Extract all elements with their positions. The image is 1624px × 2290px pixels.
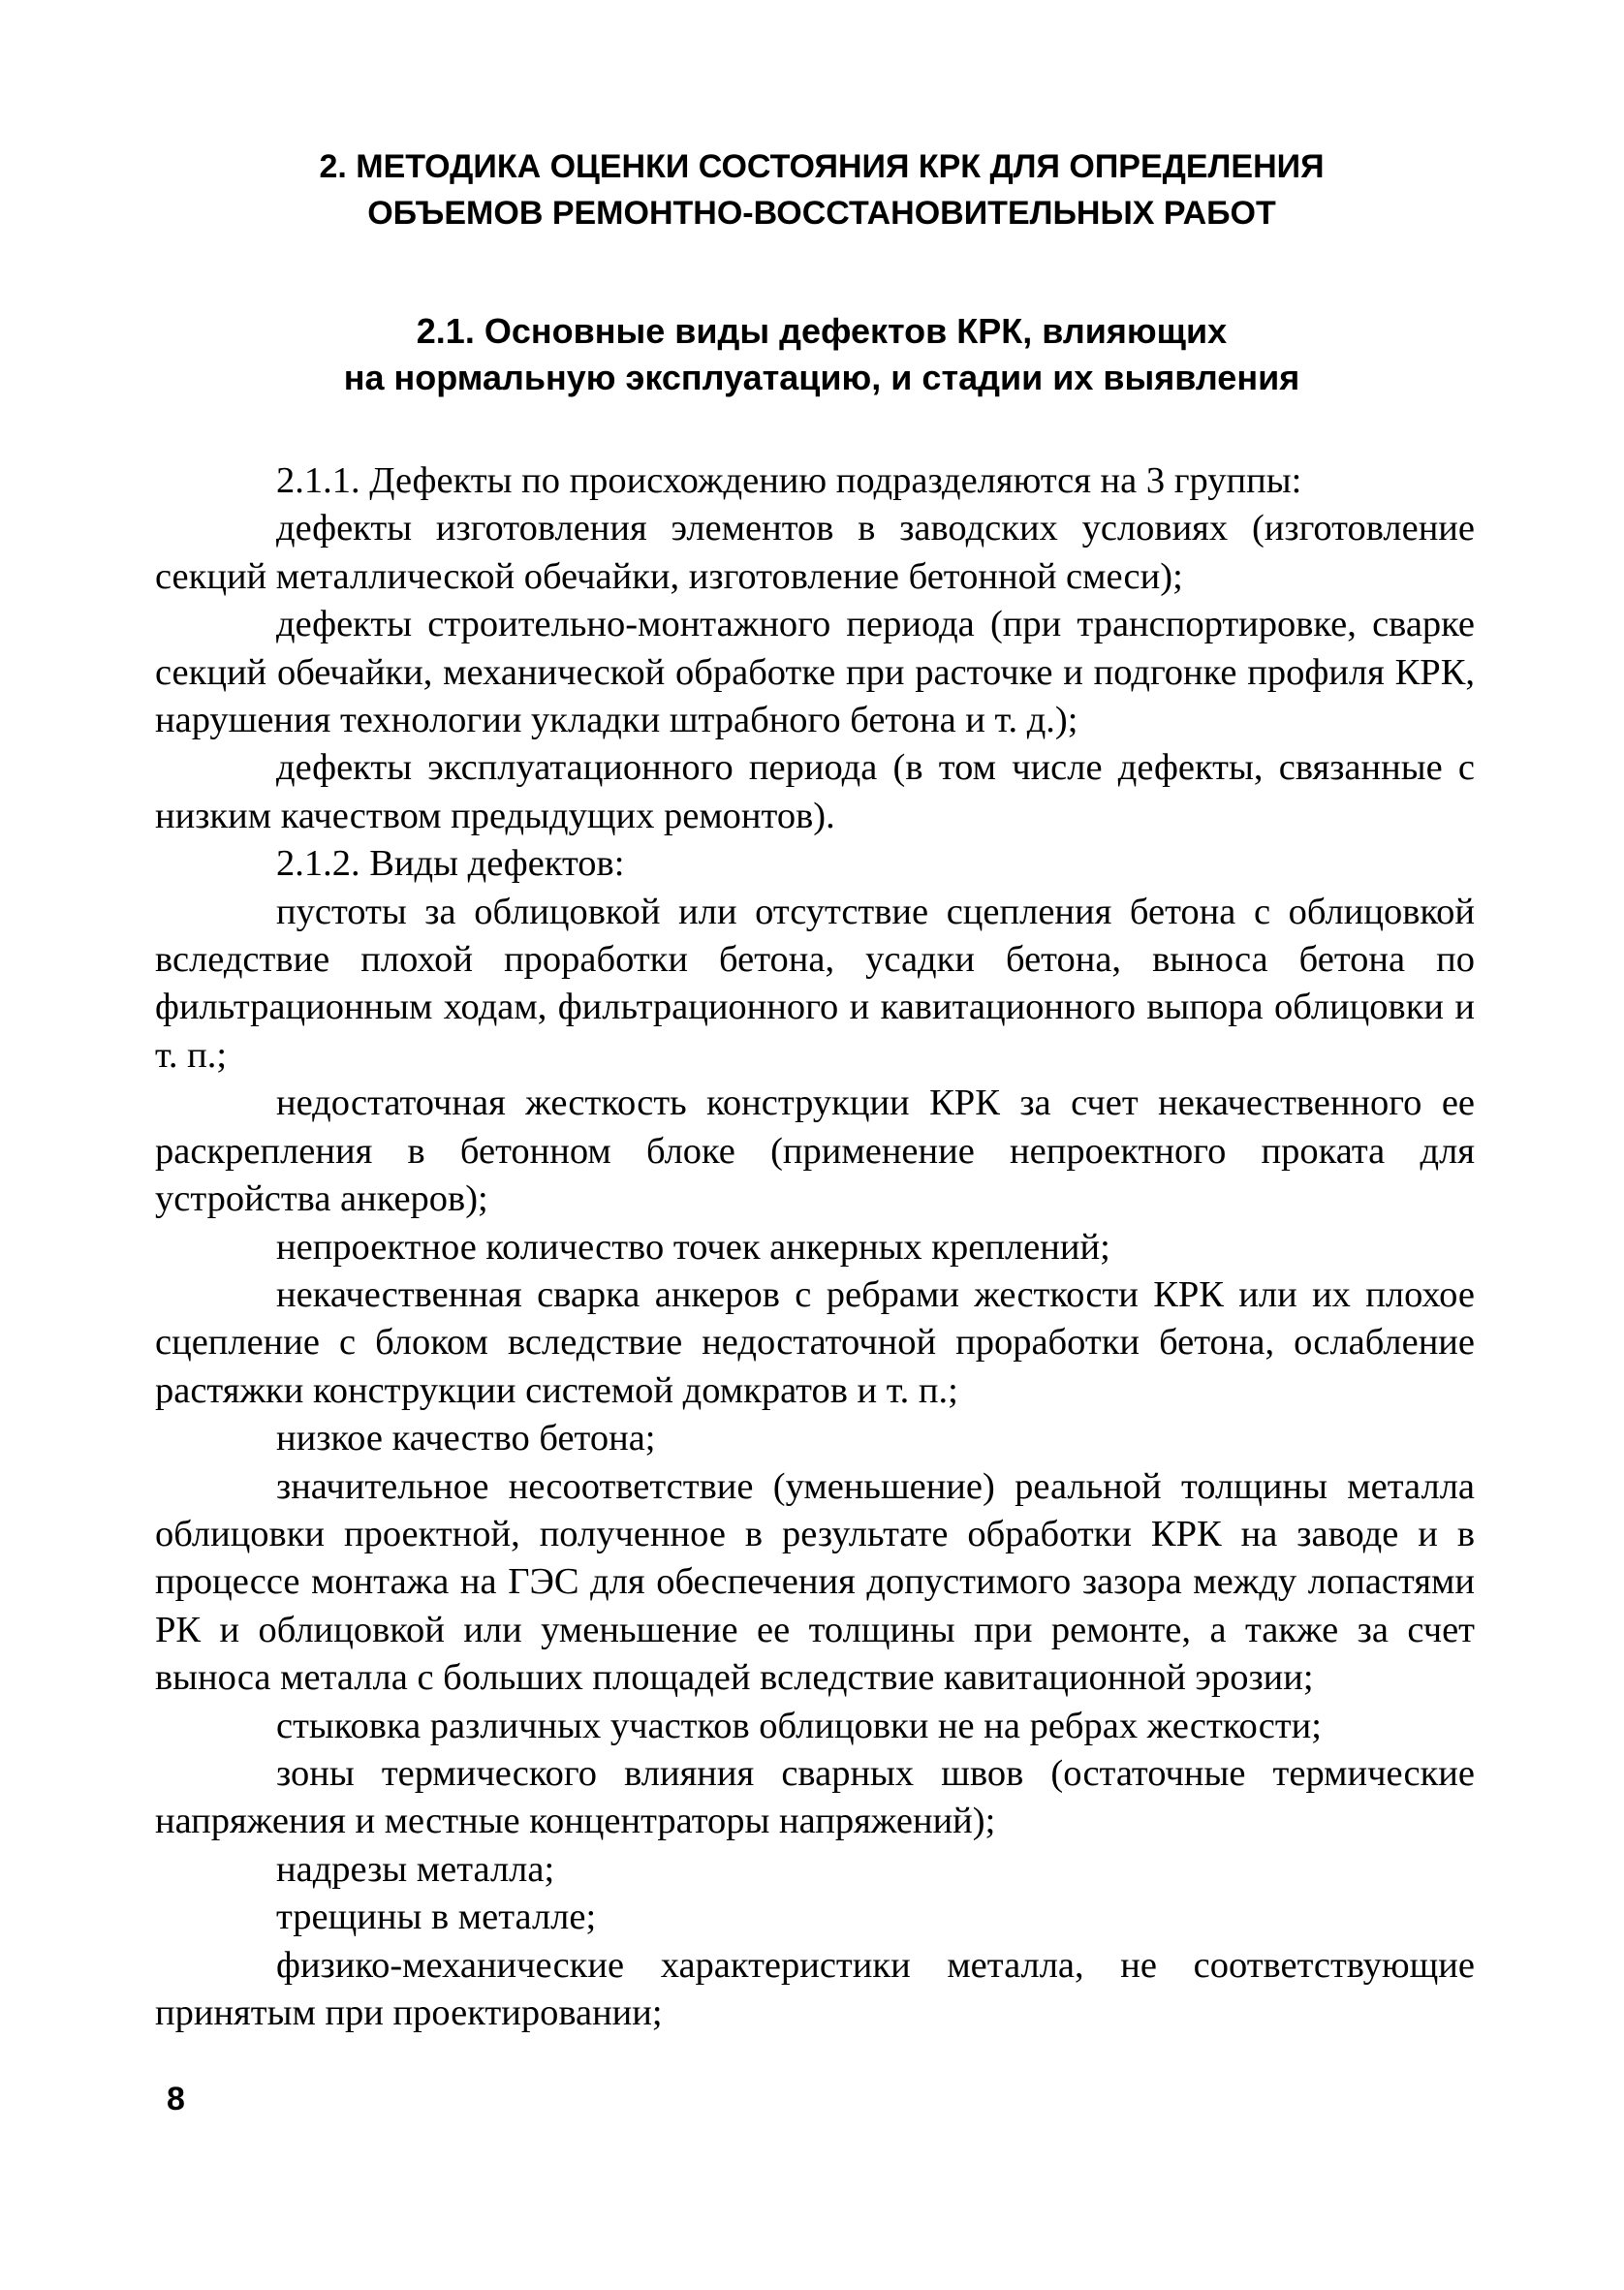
list-item-anchor-points: непроектное количество точек анкерных креплений; <box>276 1226 1110 1268</box>
paragraph-2-1-2: 2.1.2. Виды дефектов: <box>276 843 625 885</box>
list-item-heat-affected-zones: зоны термического влияния сварных швов (остаточные термические напряжения и местные концентраторы напряжений); <box>155 1752 1475 1842</box>
list-item-joints: стыковка различных участков облицовки не на ребрах жесткости; <box>276 1705 1322 1746</box>
chapter-title-line-2: ОБЪЕМОВ РЕМОНТНО-ВОССТАНОВИТЕЛЬНЫХ РАБОТ <box>367 195 1276 232</box>
list-item-mechanical-properties: физико-механические характеристики металла, не соответствующие принятым при проектировании; <box>155 1944 1475 2033</box>
list-item-thickness-mismatch: значительное несоответствие (уменьшение) реальной толщины металла облицовки проектной, полученное в результате обработки КРК на заводе и в процессе монтажа на ГЭС для обеспечения допустимого зазора между лопастями РК и облицовкой или уменьшение ее толщины при ремонте, а также за счет выноса металла с больших площадей вследствие кавитационной эрозии; <box>155 1465 1475 1699</box>
list-item-notches: надрезы металла; <box>276 1848 555 1890</box>
chapter-title <box>155 143 1488 236</box>
paragraph-construction-defects: дефекты строительно-монтажного периода (при транспортировке, сварке секций обечайки, механической обработке при расточке и подгонке профиля КРК, нарушения технологии укладки штрабного бетона и т. д.); <box>155 604 1475 741</box>
body-text <box>155 457 1475 2037</box>
list-item-insufficient-stiffness: недостаточная жесткость конструкции КРК за счет некачественного ее раскрепления в бетонном блоке (применение непроектного проката для устройства анкеров); <box>155 1082 1475 1220</box>
paragraph-2-1-1: 2.1.1. Дефекты по происхождению подразделяются на 3 группы: <box>276 460 1302 501</box>
section-title-line-2: на нормальную эксплуатацию, и стадии их выявления <box>343 358 1300 397</box>
paragraph-operational-defects: дефекты эксплуатационного периода (в том числе дефекты, связанные с низким качеством предыдущих ремонтов). <box>155 747 1475 836</box>
chapter-title-line-1: 2. МЕТОДИКА ОЦЕНКИ СОСТОЯНИЯ КРК ДЛЯ ОПРЕДЕЛЕНИЯ <box>319 148 1325 185</box>
list-item-voids: пустоты за облицовкой или отсутствие сцепления бетона с облицовкой вследствие плохой проработки бетона, усадки бетона, выноса бетона по фильтрационным ходам, фильтрационного и кавитационного выпора облицовки и т. п.; <box>155 891 1475 1076</box>
list-item-cracks: трещины в металле; <box>276 1897 597 1938</box>
list-item-anchor-welding: некачественная сварка анкеров с ребрами жесткости КРК или их плохое сцепление с блоком вследствие недостаточной проработки бетона, ослабление растяжки конструкции системой домкратов и т. п.; <box>155 1273 1475 1411</box>
page-number: 8 <box>167 2081 185 2117</box>
list-item-concrete-quality: низкое качество бетона; <box>276 1418 656 1459</box>
section-title-line-1: 2.1. Основные виды дефектов КРК, влияющих <box>416 311 1228 351</box>
section-title <box>155 308 1488 401</box>
paragraph-manufacturing-defects: дефекты изготовления элементов в заводских условиях (изготовление секций металлической обечайки, изготовление бетонной смеси); <box>155 508 1475 597</box>
